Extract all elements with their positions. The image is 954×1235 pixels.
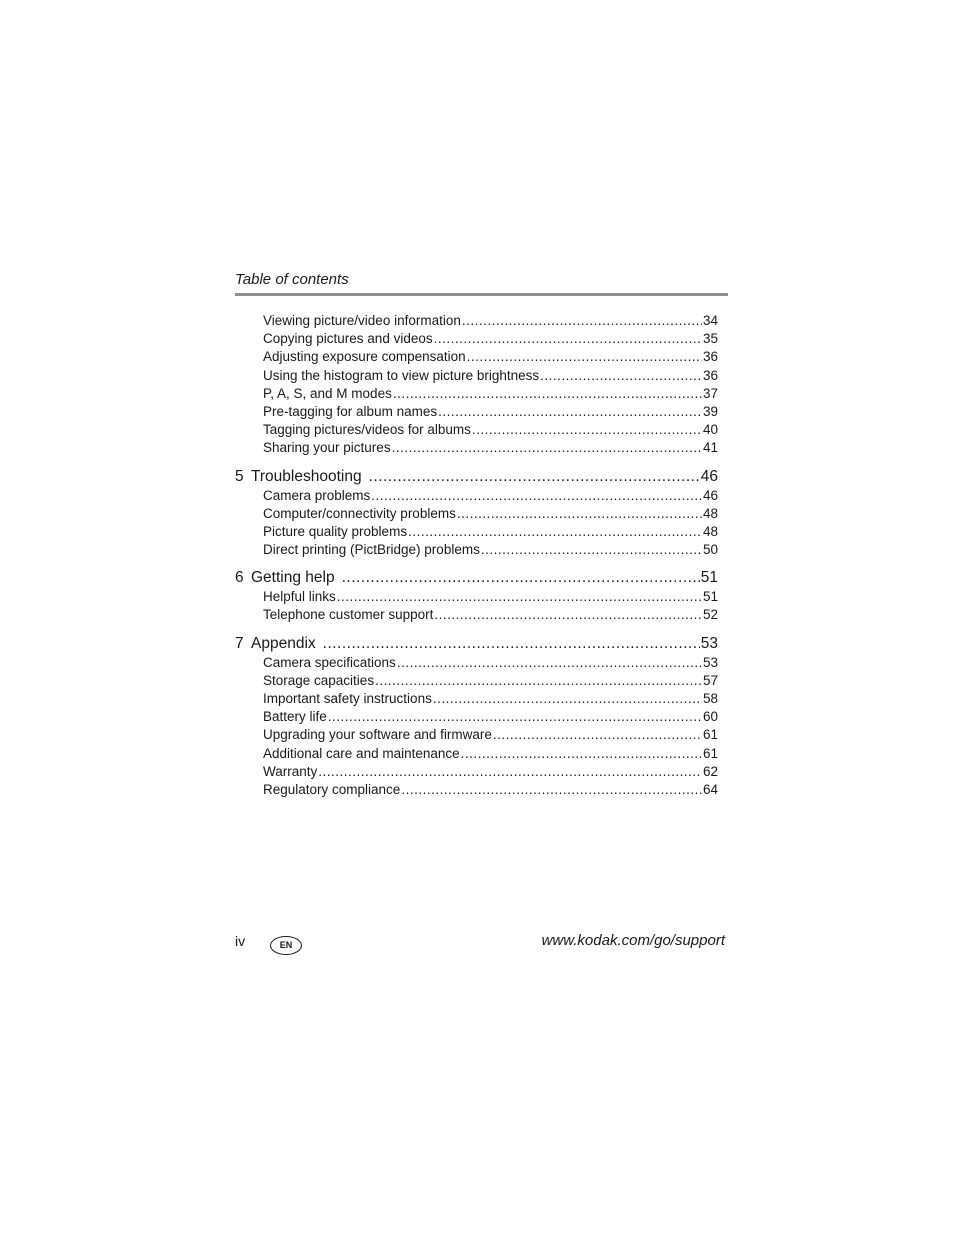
toc-chapter-appendix[interactable] bbox=[235, 634, 718, 654]
leader-dots bbox=[318, 763, 702, 781]
toc-entry-label: Computer/connectivity problems bbox=[263, 505, 456, 521]
toc-entry-page: 36 bbox=[702, 367, 718, 383]
chapter-page: 53 bbox=[700, 634, 718, 652]
toc-chapter-getting-help[interactable] bbox=[235, 568, 718, 588]
toc-entry-page: 57 bbox=[702, 672, 718, 688]
chapter-page: 46 bbox=[700, 467, 718, 485]
toc-entry-page: 61 bbox=[702, 745, 718, 761]
toc-entry[interactable] bbox=[235, 523, 718, 541]
toc-entry-label: Battery life bbox=[263, 709, 327, 725]
leader-dots bbox=[472, 421, 702, 439]
toc-entry-label: Pre-tagging for album names bbox=[263, 403, 438, 419]
toc-entry-label: Warranty bbox=[263, 763, 318, 779]
toc-entry[interactable] bbox=[235, 403, 718, 421]
leader-dots bbox=[433, 690, 702, 708]
toc-entry-page: 51 bbox=[702, 589, 718, 605]
leader-dots bbox=[375, 672, 702, 690]
toc-entry[interactable] bbox=[235, 708, 718, 726]
chapter-title: Getting help bbox=[251, 569, 335, 587]
toc-entry-label: P, A, S, and M modes bbox=[263, 385, 392, 401]
toc-entry-page: 60 bbox=[702, 709, 718, 725]
toc-entry-label: Copying pictures and videos bbox=[263, 331, 433, 347]
support-url-link[interactable]: www.kodak.com/go/support bbox=[541, 932, 725, 949]
toc-entry[interactable] bbox=[235, 690, 718, 708]
leader-dots bbox=[393, 385, 702, 403]
toc-entry[interactable] bbox=[235, 312, 718, 330]
leader-dots bbox=[342, 568, 700, 588]
toc-entry-page: 53 bbox=[702, 654, 718, 670]
leader-dots bbox=[438, 403, 702, 421]
leader-dots bbox=[434, 330, 702, 348]
toc-entry-label: Important safety instructions bbox=[263, 691, 432, 706]
leader-dots bbox=[540, 367, 702, 385]
toc-entry-page: 36 bbox=[702, 349, 718, 365]
toc-entry-page: 52 bbox=[702, 607, 718, 623]
leader-dots bbox=[481, 541, 702, 559]
toc-entry-page: 64 bbox=[702, 781, 718, 797]
toc-entry[interactable] bbox=[235, 745, 718, 763]
toc-entry-page: 39 bbox=[702, 403, 718, 419]
leader-dots bbox=[397, 654, 702, 672]
toc-entry[interactable] bbox=[235, 348, 718, 366]
leader-dots bbox=[392, 439, 702, 457]
leader-dots bbox=[461, 745, 702, 763]
toc-entry[interactable] bbox=[235, 385, 718, 403]
header-title: Table of contents bbox=[235, 271, 349, 288]
toc-entry[interactable] bbox=[235, 367, 718, 385]
toc-entry[interactable] bbox=[235, 763, 718, 781]
toc-entry-page: 35 bbox=[702, 331, 718, 347]
leader-dots bbox=[462, 312, 702, 330]
chapter-title: Appendix bbox=[251, 634, 316, 652]
toc-entry-label: Tagging pictures/videos for albums bbox=[263, 422, 471, 438]
language-badge-icon: EN bbox=[270, 936, 302, 955]
toc-entry-label: Adjusting exposure compensation bbox=[263, 349, 466, 365]
toc-entry-label: Storage capacities bbox=[263, 672, 375, 688]
toc-entry-page: 34 bbox=[702, 313, 718, 328]
toc-entry-page: 50 bbox=[702, 542, 718, 558]
leader-dots bbox=[401, 781, 702, 799]
chapter-title: Troubleshooting bbox=[251, 467, 362, 485]
toc-entry-label: Helpful links bbox=[263, 589, 336, 605]
chapter-number: 6 bbox=[235, 569, 244, 587]
toc-entry-label: Using the histogram to view picture brightness bbox=[263, 367, 540, 383]
toc-entry-label: Regulatory compliance bbox=[263, 781, 401, 797]
leader-dots bbox=[434, 606, 702, 624]
toc-entry-label: Viewing picture/video information bbox=[263, 313, 461, 328]
table-of-contents bbox=[235, 312, 718, 799]
toc-entry[interactable] bbox=[235, 487, 718, 505]
toc-entry-page: 41 bbox=[702, 440, 718, 456]
toc-entry-label: Telephone customer support bbox=[263, 607, 434, 623]
chapter-number: 7 bbox=[235, 634, 244, 652]
toc-entry-label: Picture quality problems bbox=[263, 523, 408, 539]
leader-dots bbox=[493, 726, 702, 744]
leader-dots bbox=[467, 348, 702, 366]
toc-entry[interactable] bbox=[235, 654, 718, 672]
toc-entry-page: 61 bbox=[702, 727, 718, 743]
toc-entry[interactable] bbox=[235, 330, 718, 348]
leader-dots bbox=[371, 487, 702, 505]
toc-entry-label: Upgrading your software and firmware bbox=[263, 727, 492, 743]
leader-dots bbox=[328, 708, 702, 726]
header-rule bbox=[235, 293, 728, 296]
toc-entry[interactable] bbox=[235, 439, 718, 457]
leader-dots bbox=[457, 505, 702, 523]
toc-entry[interactable] bbox=[235, 726, 718, 744]
toc-entry[interactable] bbox=[235, 505, 718, 523]
toc-entry-page: 40 bbox=[702, 422, 718, 438]
leader-dots bbox=[337, 588, 702, 606]
chapter-page: 51 bbox=[700, 569, 718, 587]
toc-entry[interactable] bbox=[235, 672, 718, 690]
toc-entry[interactable] bbox=[235, 781, 718, 799]
toc-entry-label: Direct printing (PictBridge) problems bbox=[263, 542, 480, 558]
toc-entry-label: Camera specifications bbox=[263, 654, 396, 670]
toc-entry-page: 62 bbox=[702, 763, 718, 779]
toc-entry[interactable] bbox=[235, 421, 718, 439]
toc-entry-page: 46 bbox=[702, 487, 718, 503]
leader-dots bbox=[323, 634, 700, 654]
toc-entry-label: Camera problems bbox=[263, 487, 371, 503]
toc-entry-label: Additional care and maintenance bbox=[263, 745, 460, 761]
page-number: iv bbox=[235, 933, 246, 949]
leader-dots bbox=[369, 467, 700, 487]
toc-entry-page: 58 bbox=[702, 691, 718, 706]
toc-entry-page: 48 bbox=[702, 523, 718, 539]
toc-entry-page: 37 bbox=[702, 385, 718, 401]
toc-entry[interactable] bbox=[235, 588, 718, 606]
toc-entry-page: 48 bbox=[702, 505, 718, 521]
toc-entry[interactable] bbox=[235, 541, 718, 559]
toc-entry[interactable] bbox=[235, 606, 718, 624]
toc-entry-label: Sharing your pictures bbox=[263, 440, 391, 456]
chapter-number: 5 bbox=[235, 467, 244, 485]
leader-dots bbox=[408, 523, 702, 541]
toc-chapter-troubleshooting[interactable] bbox=[235, 467, 718, 487]
